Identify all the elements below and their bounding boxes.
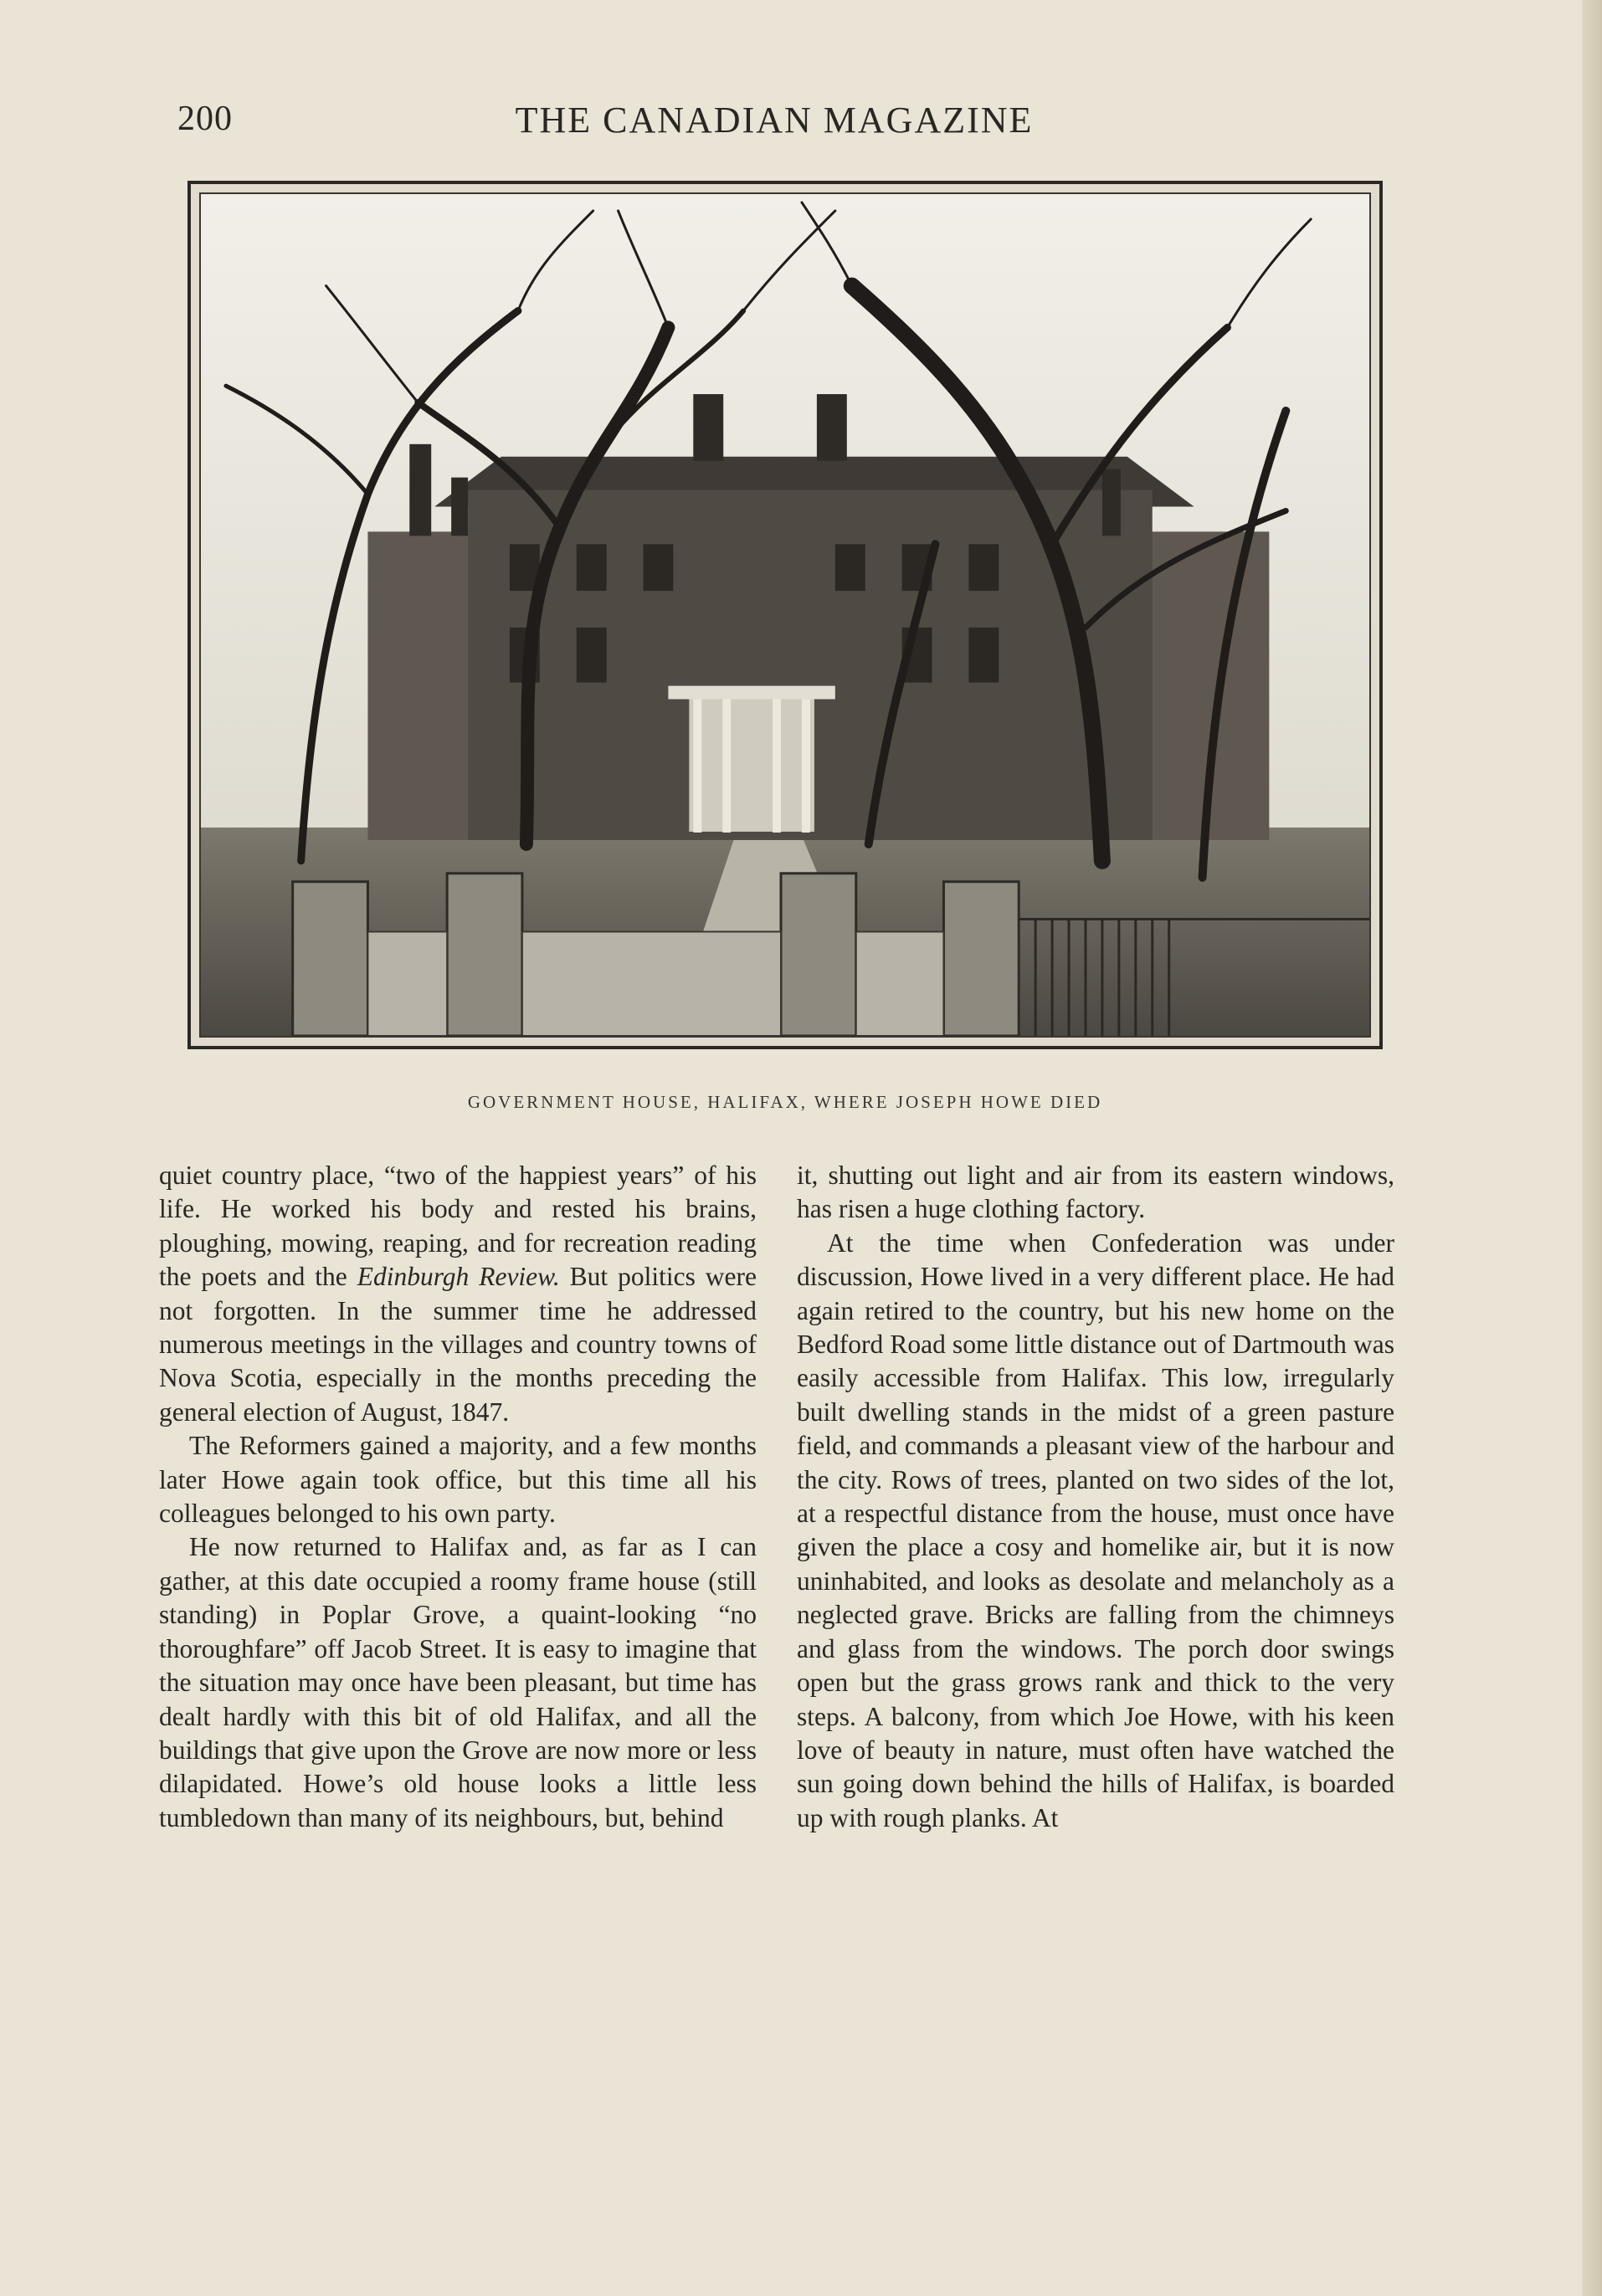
paragraph: it, shutting out light and air from its eastern windows, has risen a huge clothing factory. — [797, 1161, 1394, 1224]
periodical-title: Edinburgh Review. — [357, 1262, 560, 1292]
magazine-title: THE CANADIAN MAGAZINE — [515, 100, 1034, 141]
page-edge — [1582, 0, 1602, 2296]
photograph-government-house — [201, 194, 1369, 1036]
column-left — [159, 1159, 757, 1835]
paragraph: The Reformers gained a majority, and a few months later Howe again took office, but this time all his colleagues belonged to his own party. — [159, 1431, 757, 1529]
figure-caption: GOVERNMENT HOUSE, HALIFAX, WHERE JOSEPH HOWE DIED — [467, 1092, 1103, 1112]
paragraph: quiet country place, “two of the happiest years” of his life. He worked his body and rested his brains, ploughing, mowing, reaping, and for recreation reading the poets and the Edinburgh Review. But politics were not forgotten. In the summer time he addressed numerous meetings in the villages and country towns of Nova Scotia, especially in the months preceding the general election of August, 1847. — [159, 1161, 757, 1427]
photograph-frame — [199, 192, 1371, 1038]
photograph-plate — [187, 181, 1383, 1049]
paragraph: He now returned to Halifax and, as far as I can gather, at this date occupied a roomy frame house (still standing) in Poplar Grove, a quaint-looking “no thoroughfare” off Jacob Street. It is easy to imagine that the situation may once have been pleasant, but time has dealt hardly with this bit of old Halifax, and all the buildings that give upon the Grove are now more or less dilapidated. Howe’s old house looks a little less tumbledown than many of its neighbours, but, behind — [159, 1532, 757, 1832]
running-head — [159, 99, 1389, 149]
paragraph: At the time when Confederation was under discussion, Howe lived in a very different place. He had again retired to the country, but his new home on the Bedford Road some little distance out of Dartmouth was easily accessible from Halifax. This low, irregularly built dwelling stands in the midst of a green pasture field, and commands a pleasant view of the harbour and the city. Rows of trees, planted on two sides of the lot, at a respectful distance from the house, must once have given the place a cosy and homelike air, but it is now uninhabited, and looks as desolate and melancholy as a neglected grave. Bricks are falling from the chimneys and glass from the windows. The porch door swings open but the grass grows rank and thick to the very steps. A balcony, from which Joe Howe, with his keen love of beauty in nature, must often have watched the sun going down behind the hills of Halifax, is boarded up with rough planks. At — [797, 1227, 1394, 1832]
page-number: 200 — [177, 100, 233, 138]
column-right — [797, 1159, 1394, 1835]
